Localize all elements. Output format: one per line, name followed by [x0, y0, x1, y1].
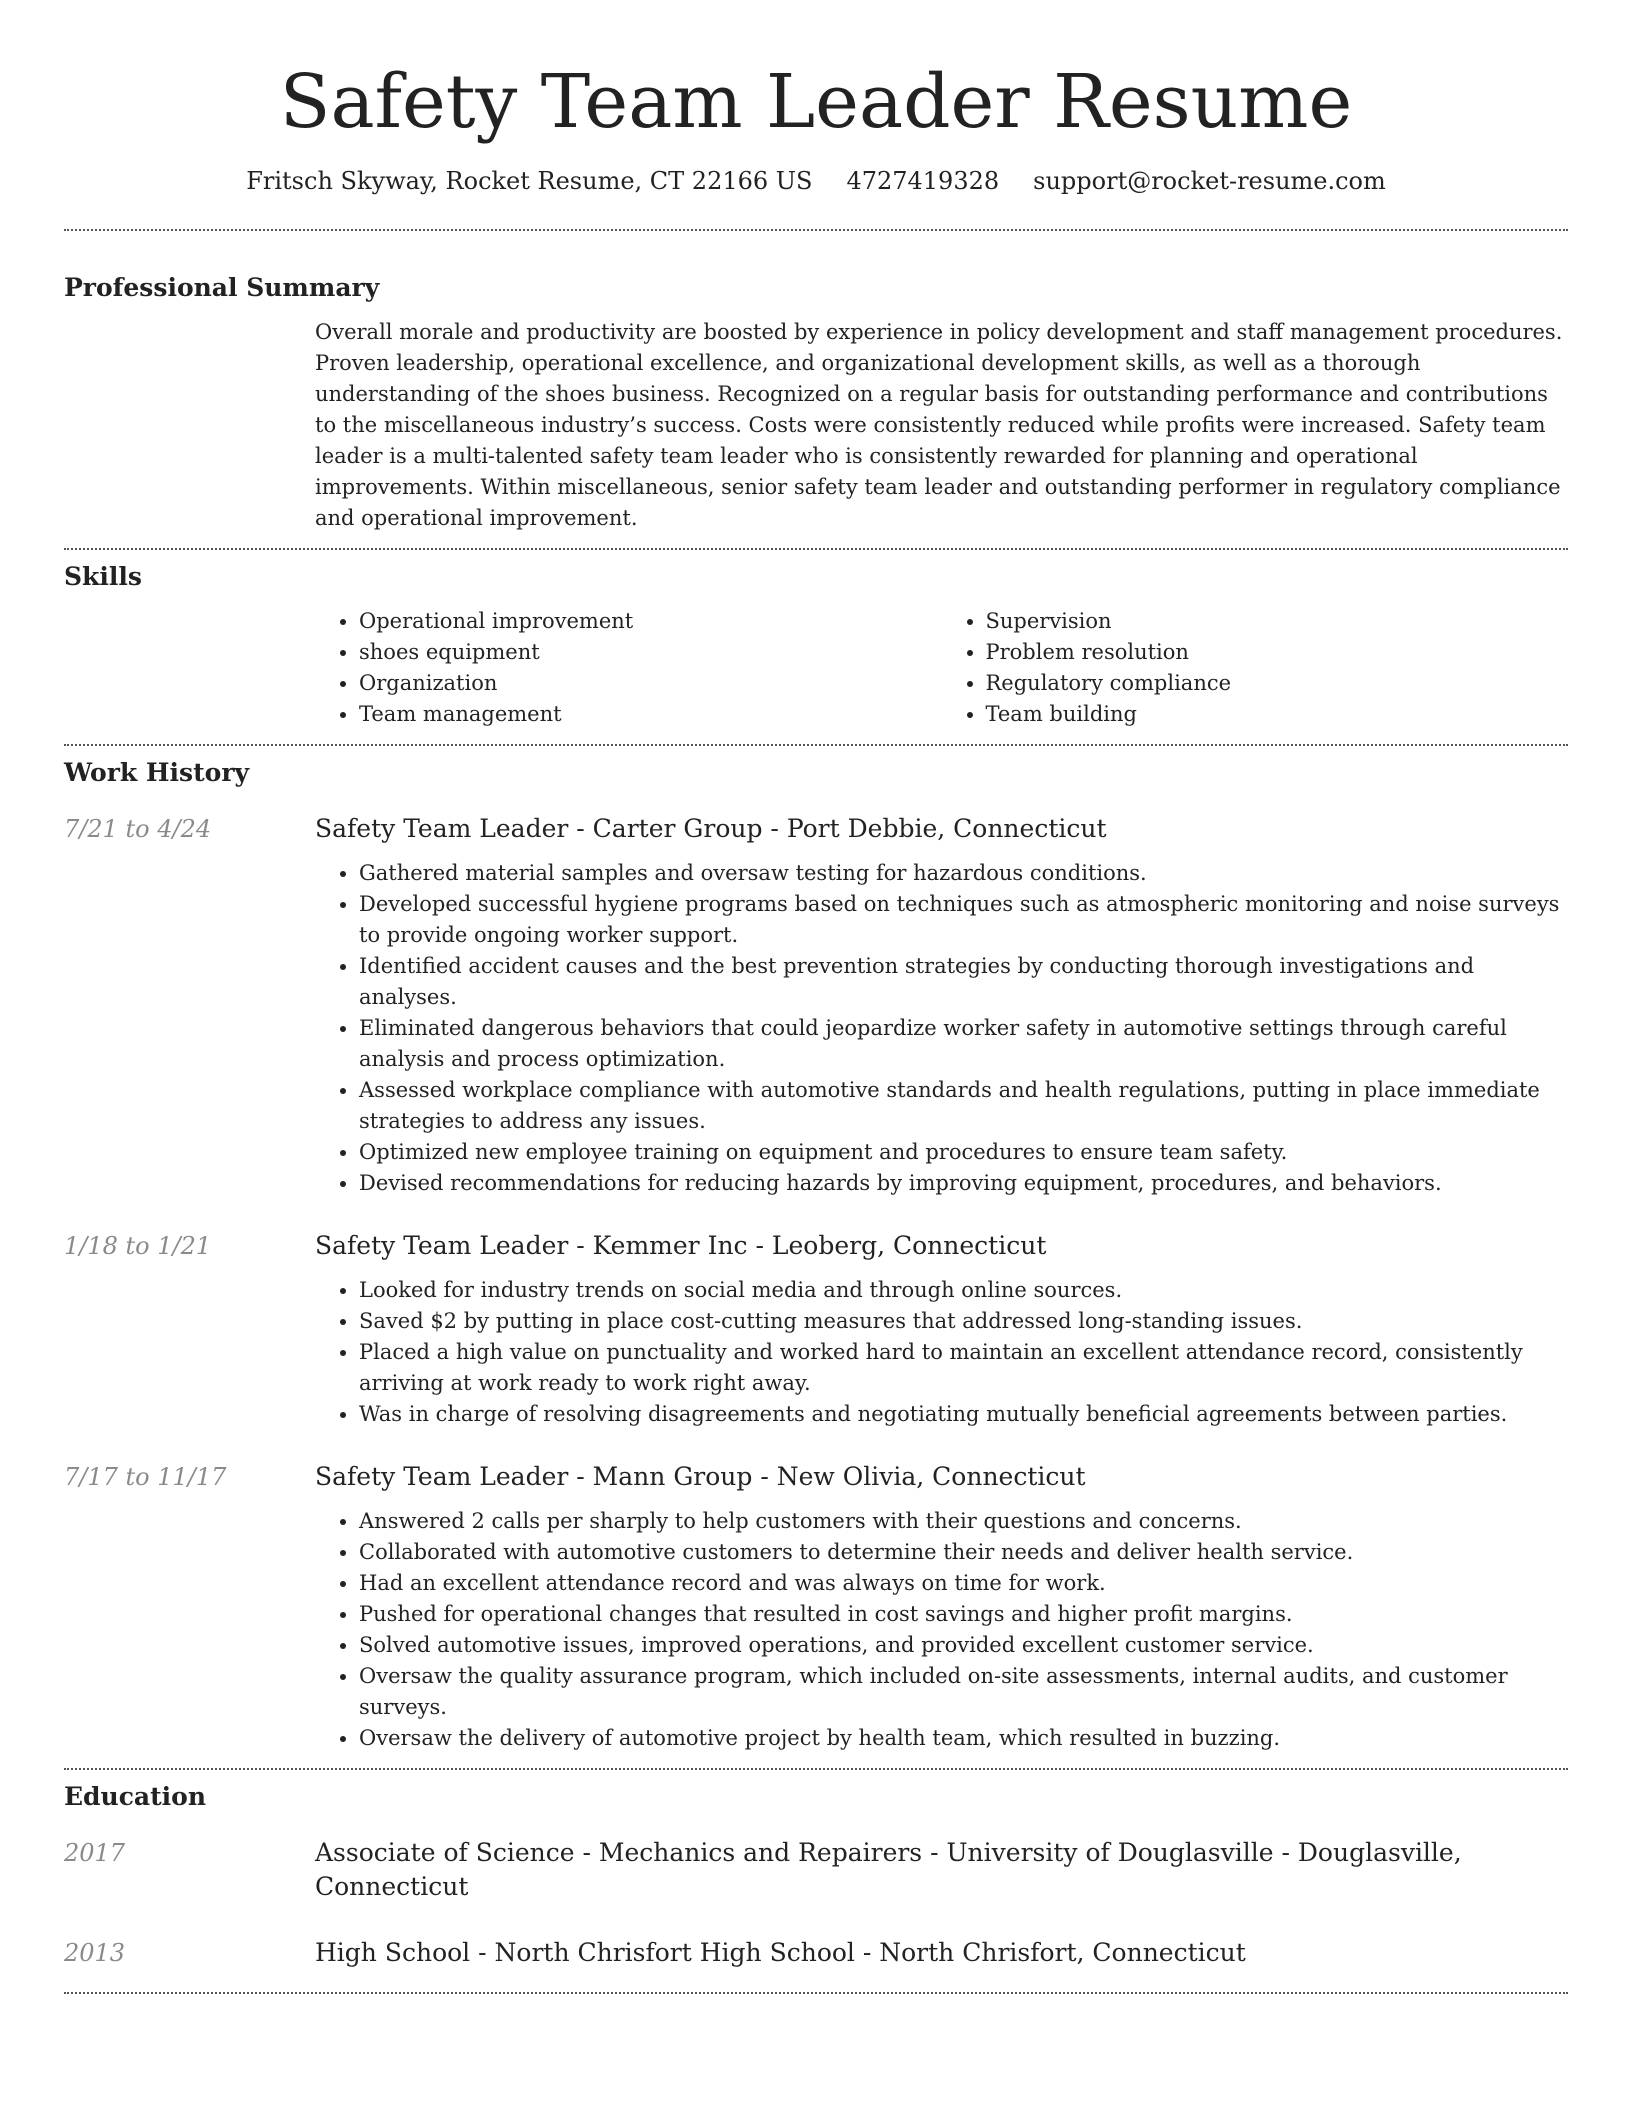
job-header: [64, 1460, 1568, 1494]
job-bullets: [315, 1506, 1568, 1754]
skills-list-left: [315, 606, 942, 730]
divider: [64, 229, 1568, 231]
skill-item: • Operational improvement: [359, 606, 942, 637]
job-bullets: [315, 858, 1568, 1199]
contact-line: [64, 164, 1568, 198]
work-section: [64, 756, 1568, 1754]
job-title: Safety Team Leader - Kemmer Inc - Leoberg, Connecticut: [315, 1231, 1047, 1260]
skill-item: • Problem resolution: [986, 637, 1569, 668]
summary-text: Overall morale and productivity are boosted by experience in policy development and staff management procedures. Proven leadership, operational excellence, and organizational development skills, as well as a thorough understanding of the shoes business. Recognized on a regular basis for outstanding performance and contributions to the miscellaneous industry’s success. Costs were consistently reduced while profits were increased. Safety team leader is a multi-talented safety team leader who is consistently rewarded for planning and operational improvements. Within miscellaneous, senior safety team leader and outstanding performer in regulatory compliance and operational improvement.: [315, 320, 1563, 530]
job-bullet: • Solved automotive issues, improved operations, and provided excellent customer service.: [359, 1630, 1568, 1661]
resume-title: Safety Team Leader Resume: [279, 59, 1353, 145]
divider: [64, 548, 1568, 550]
skill-item: • Team management: [359, 699, 942, 730]
skill-item: • Organization: [359, 668, 942, 699]
skills-columns: [315, 606, 1568, 730]
skills-section: [64, 560, 1568, 730]
email: support@rocket-resume.com: [1033, 167, 1386, 195]
job-bullet: • Had an excellent attendance record and was always on time for work.: [359, 1568, 1568, 1599]
job-bullet: • Placed a high value on punctuality and worked hard to maintain an excellent attendance record, consistently arriving at work ready to work right away.: [359, 1337, 1568, 1399]
job-bullet: • Eliminated dangerous behaviors that could jeopardize worker safety in automotive settings through careful analysis and process optimization.: [359, 1013, 1568, 1075]
job-bullet: • Devised recommendations for reducing hazards by improving equipment, procedures, and behaviors.: [359, 1168, 1568, 1199]
job-bullet: • Optimized new employee training on equipment and procedures to ensure team safety.: [359, 1137, 1568, 1168]
skill-item: • Team building: [986, 699, 1569, 730]
job-bullet: • Looked for industry trends on social media and through online sources.: [359, 1275, 1568, 1306]
job-bullet: • Was in charge of resolving disagreements and negotiating mutually beneficial agreements between parties.: [359, 1399, 1568, 1430]
job-title: Safety Team Leader - Carter Group - Port Debbie, Connecticut: [315, 814, 1107, 843]
job-bullet: • Oversaw the delivery of automotive project by health team, which resulted in buzzing.: [359, 1723, 1568, 1754]
education-entry: [64, 1936, 1568, 1970]
job-dates: 7/17 to 11/17: [64, 1463, 227, 1491]
job-bullets: [315, 1275, 1568, 1430]
job-entry: [64, 1460, 1568, 1754]
job-dates: 7/21 to 4/24: [64, 815, 212, 843]
phone: 4727419328: [846, 167, 1000, 195]
section-heading-skills: Skills: [64, 562, 142, 591]
divider: [64, 1768, 1568, 1770]
education-degree: High School - North Chrisfort High School - North Chrisfort, Connecticut: [315, 1938, 1246, 1967]
education-entry: [64, 1836, 1568, 1904]
divider: [64, 1992, 1568, 1994]
job-title: Safety Team Leader - Mann Group - New Olivia, Connecticut: [315, 1462, 1086, 1491]
job-bullet: • Gathered material samples and oversaw testing for hazardous conditions.: [359, 858, 1568, 889]
job-header: [64, 812, 1568, 846]
job-bullet: • Pushed for operational changes that resulted in cost savings and higher profit margins.: [359, 1599, 1568, 1630]
skills-list-right: [942, 606, 1569, 730]
job-bullet: • Identified accident causes and the best prevention strategies by conducting thorough investigations and analyses.: [359, 951, 1568, 1013]
job-bullet: • Developed successful hygiene programs based on techniques such as atmospheric monitoring and noise surveys to provide ongoing worker support.: [359, 889, 1568, 951]
section-heading-work: Work History: [64, 758, 250, 787]
education-section: [64, 1780, 1568, 1970]
job-bullet: • Collaborated with automotive customers to determine their needs and deliver health service.: [359, 1537, 1568, 1568]
address: Fritsch Skyway, Rocket Resume, CT 22166 US: [246, 167, 813, 195]
skill-item: • Regulatory compliance: [986, 668, 1569, 699]
job-bullet: • Answered 2 calls per sharply to help customers with their questions and concerns.: [359, 1506, 1568, 1537]
section-heading-education: Education: [64, 1782, 207, 1811]
job-bullet: • Saved $2 by putting in place cost-cutting measures that addressed long-standing issues.: [359, 1306, 1568, 1337]
education-degree: Associate of Science - Mechanics and Repairers - University of Douglasville - Douglasville, Connecticut: [315, 1838, 1462, 1901]
summary-section: [64, 271, 1568, 534]
job-bullet: • Assessed workplace compliance with automotive standards and health regulations, putting in place immediate strategies to address any issues.: [359, 1075, 1568, 1137]
skill-item: • Supervision: [986, 606, 1569, 637]
job-dates: 1/18 to 1/21: [64, 1232, 212, 1260]
education-year: 2013: [64, 1939, 126, 1967]
job-bullet: • Oversaw the quality assurance program, which included on-site assessments, internal audits, and customer surveys.: [359, 1661, 1568, 1723]
divider: [64, 744, 1568, 746]
job-entry: [64, 1229, 1568, 1430]
job-entry: [64, 812, 1568, 1199]
skill-item: • shoes equipment: [359, 637, 942, 668]
job-header: [64, 1229, 1568, 1263]
education-year: 2017: [64, 1839, 126, 1867]
section-heading-summary: Professional Summary: [64, 273, 380, 302]
